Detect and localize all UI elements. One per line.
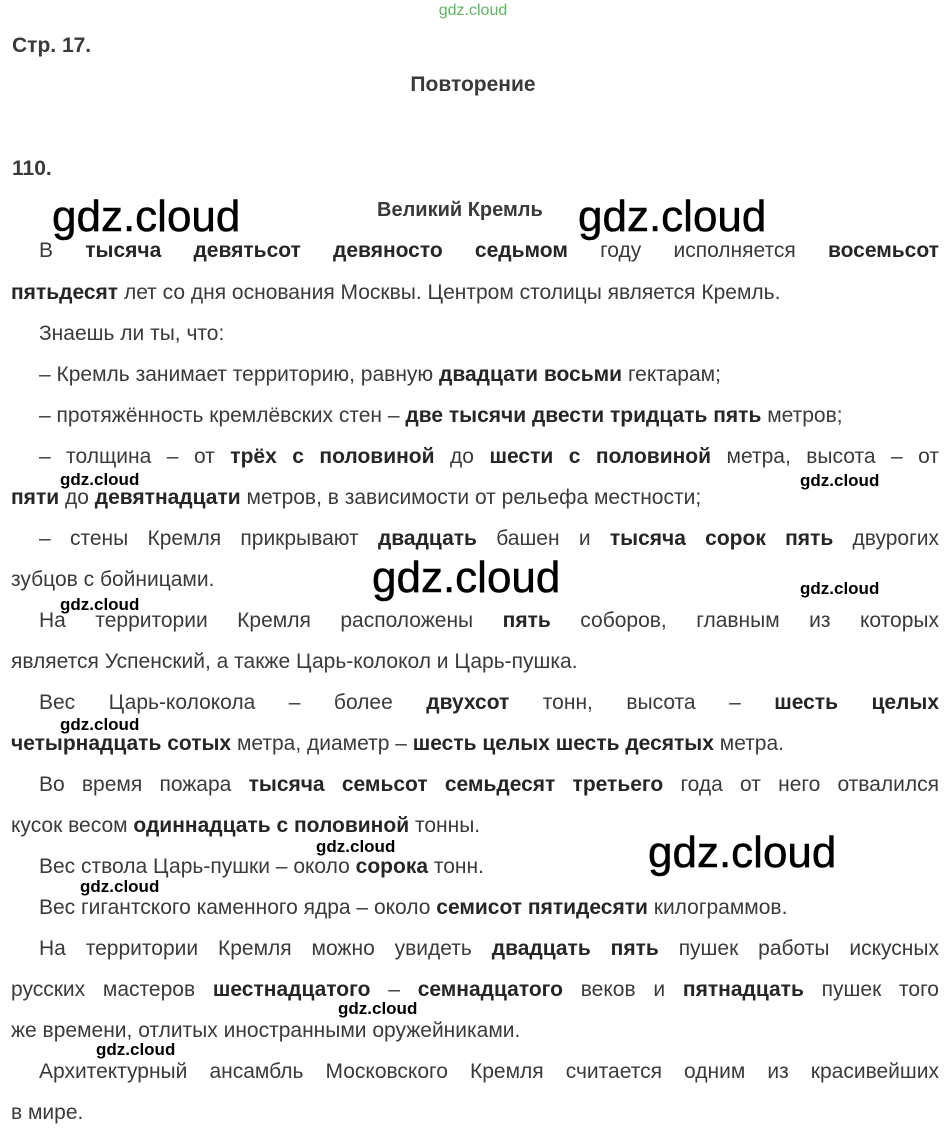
watermark: gdz.cloud: [60, 715, 140, 734]
watermark: gdz.cloud: [60, 470, 140, 489]
watermark: gdz.cloud: [800, 471, 880, 490]
watermark: gdz.cloud: [96, 1040, 176, 1059]
watermark: gdz.cloud: [578, 192, 767, 241]
text-line: Вес ствола Царь-пушки – около сорока тонн.: [39, 855, 484, 878]
text-line: Во время пожара тысяча семьсот семьдесят третьего года от него отвалился: [39, 773, 940, 796]
text-line: На территории Кремля расположены пять соборов, главным из которых: [39, 609, 939, 632]
text-line: В тысяча девятьсот девяносто седьмом году исполняется восемьсот: [39, 239, 939, 262]
text-line: Знаешь ли ты, что:: [39, 322, 225, 345]
text-line: – протяжённость кремлёвских стен – две тысячи двести тридцать пять метров;: [39, 404, 843, 427]
watermark: gdz.cloud: [648, 828, 837, 877]
watermark: gdz.cloud: [60, 595, 140, 614]
text-line: в мире.: [11, 1101, 84, 1124]
text-line: русских мастеров шестнадцатого – семнадцатого веков и пятнадцать пушек того: [11, 978, 939, 1001]
section-title: Повторение: [410, 73, 536, 96]
text-line: – толщина – от трёх с половиной до шести с половиной метра, высота – от: [39, 445, 940, 468]
text-line: Архитектурный ансамбль Московского Кремля считается одним из красивейших: [39, 1060, 939, 1083]
watermark: gdz.cloud: [372, 553, 561, 602]
text-title: Великий Кремль: [377, 199, 543, 221]
text-line: На территории Кремля можно увидеть двадцать пять пушек работы искусных: [39, 937, 939, 960]
text-line: же времени, отлитых иностранными оружейниками.: [11, 1019, 521, 1042]
text-line: пятьдесят лет со дня основания Москвы. Центром столицы является Кремль.: [11, 281, 781, 304]
task-number: 110.: [12, 157, 52, 180]
watermark: gdz.cloud: [338, 999, 418, 1018]
text-line: Вес Царь-колокола – более двухсот тонн, высота – шесть целых: [39, 691, 939, 714]
text-line: кусок весом одиннадцать с половиной тонны.: [11, 814, 481, 837]
watermark: gdz.cloud: [80, 877, 160, 896]
watermark: gdz.cloud: [52, 192, 241, 241]
page-reference: Стр. 17.: [12, 34, 92, 57]
text-line: – Кремль занимает территорию, равную двадцати восьми гектарам;: [39, 363, 721, 386]
watermark: gdz.cloud: [800, 579, 880, 598]
text-line: Вес гигантского каменного ядра – около семисот пятидесяти килограммов.: [39, 896, 788, 919]
text-line: пяти до девятнадцати метров, в зависимости от рельефа местности;: [11, 486, 702, 509]
text-line: – стены Кремля прикрывают двадцать башен и тысяча сорок пять двурогих: [39, 527, 939, 550]
text-line: является Успенский, а также Царь-колокол и Царь-пушка.: [11, 650, 578, 673]
top-watermark: gdz.cloud: [438, 2, 508, 19]
watermark: gdz.cloud: [316, 837, 396, 856]
text-line: четырнадцать сотых метра, диаметр – шесть целых шесть десятых метра.: [11, 732, 784, 755]
text-line: зубцов с бойницами.: [11, 568, 215, 591]
